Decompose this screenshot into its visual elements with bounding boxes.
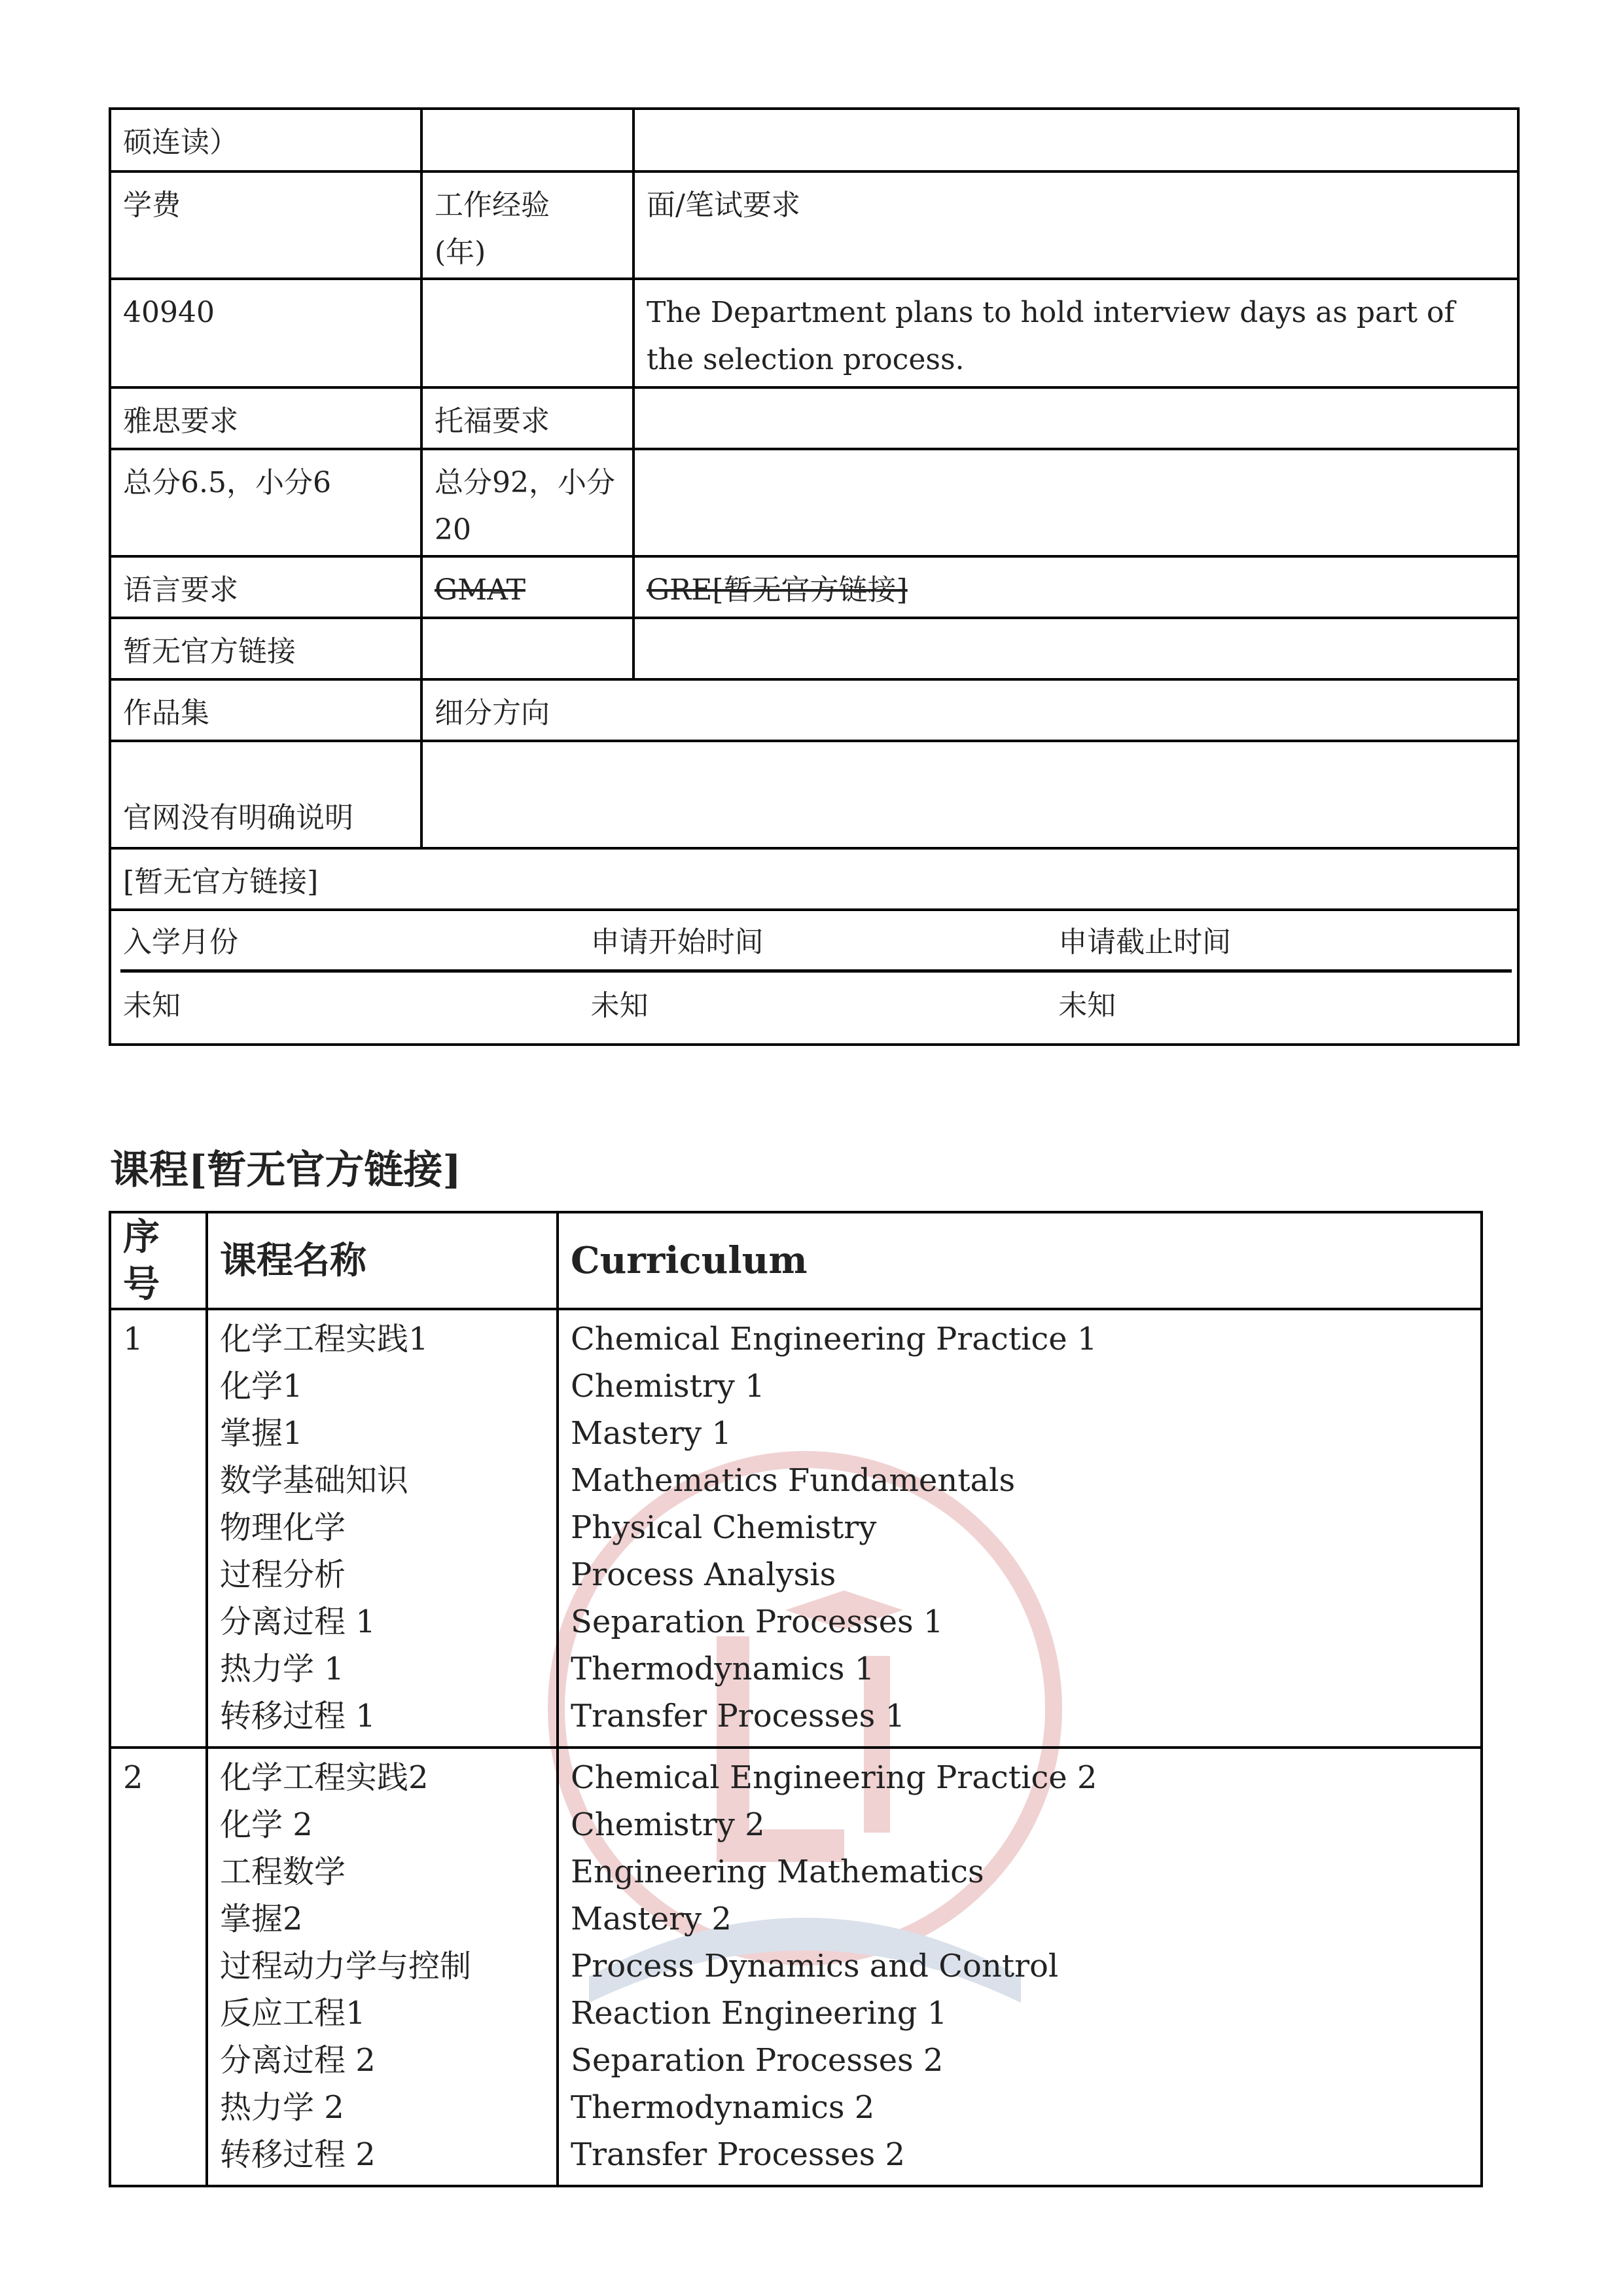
curriculum-item: Mathematics Fundamentals xyxy=(571,1462,1016,1499)
toefl-label: 托福要求 xyxy=(421,387,633,449)
application-open-value: 未知 xyxy=(590,989,649,1022)
curriculum-item: Mastery 2 xyxy=(571,1901,732,1937)
curriculum-item: Chemical Engineering Practice 1 xyxy=(571,1321,1097,1357)
courses-section-title: 课程[暂无官方链接] xyxy=(110,1147,461,1193)
work-experience-value xyxy=(421,279,633,387)
course-name: 过程动力学与控制 xyxy=(220,1948,472,1984)
portfolio-value: 官网没有明确说明 xyxy=(110,741,421,848)
gre-value xyxy=(633,618,1518,679)
specialization-value xyxy=(421,741,1518,848)
application-deadline-value: 未知 xyxy=(1058,989,1116,1022)
course-name: 分离过程 1 xyxy=(220,1604,376,1640)
curriculum-item: Mastery 1 xyxy=(571,1415,732,1452)
course-name: 分离过程 2 xyxy=(220,2042,376,2079)
ielts-value: 总分6.5，小分6 xyxy=(110,449,421,556)
course-names-cell xyxy=(207,1309,558,1748)
course-name: 反应工程1 xyxy=(220,1995,366,2032)
course-name: 过程分析 xyxy=(220,1556,346,1593)
course-name: 物理化学 xyxy=(220,1509,346,1546)
course-group-row xyxy=(110,1309,1482,1748)
curriculum-item: Chemistry 2 xyxy=(571,1806,765,1843)
course-name: 化学 2 xyxy=(220,1806,313,1843)
application-open-label: 申请开始时间 xyxy=(590,925,764,959)
tuition-value: 40940 xyxy=(110,279,421,387)
dates-value-row xyxy=(109,973,1512,1033)
curriculum-cell xyxy=(558,1309,1482,1748)
specialization-label: 细分方向 xyxy=(421,679,1518,741)
curriculum-item: Engineering Mathematics xyxy=(571,1854,984,1890)
course-group-no: 1 xyxy=(110,1309,207,1748)
intake-month-label: 入学月份 xyxy=(123,925,238,959)
curriculum-cell xyxy=(558,1748,1482,2186)
curriculum-item: Transfer Processes 2 xyxy=(571,2136,906,2173)
intake-month-value: 未知 xyxy=(123,989,181,1022)
toefl-value: 总分92，小分20 xyxy=(421,449,633,556)
curriculum-item: Process Dynamics and Control xyxy=(571,1948,1059,1984)
course-name: 转移过程 2 xyxy=(220,2136,376,2173)
curriculum-item: Chemical Engineering Practice 2 xyxy=(571,1759,1097,1796)
course-name: 热力学 1 xyxy=(220,1651,344,1687)
portfolio-label: 作品集 xyxy=(110,679,421,741)
info-r1-c3 xyxy=(633,109,1518,171)
curriculum-item: Transfer Processes 1 xyxy=(571,1698,906,1734)
curriculum-item: Thermodynamics 2 xyxy=(571,2089,875,2126)
language-requirement-value: 暂无官方链接 xyxy=(110,618,421,679)
info-table xyxy=(109,107,1520,1046)
course-group-row xyxy=(110,1748,1482,2186)
ielts-label: 雅思要求 xyxy=(110,387,421,449)
curriculum-item: Reaction Engineering 1 xyxy=(571,1995,948,2032)
course-no-header: 序号 xyxy=(110,1212,207,1309)
course-names-cell xyxy=(207,1748,558,2186)
curriculum-item: Process Analysis xyxy=(571,1556,836,1593)
dates-table xyxy=(109,909,1512,1033)
info-r1-c1: 硕连读） xyxy=(110,109,421,171)
work-experience-label: 工作经验 (年) xyxy=(421,171,633,279)
interview-requirement-value: The Department plans to hold interview days as part of the selection process. xyxy=(633,279,1518,387)
tuition-label: 学费 xyxy=(110,171,421,279)
course-name: 工程数学 xyxy=(220,1854,346,1890)
course-name: 化学工程实践1 xyxy=(220,1321,429,1357)
course-name: 化学工程实践2 xyxy=(220,1759,429,1796)
curriculum-header: Curriculum xyxy=(558,1212,1482,1309)
course-name: 掌握1 xyxy=(220,1415,303,1452)
info-r5-c3 xyxy=(633,449,1518,556)
curriculum-item: Chemistry 1 xyxy=(571,1368,765,1405)
course-name: 掌握2 xyxy=(220,1901,303,1937)
curriculum-item: Separation Processes 2 xyxy=(571,2042,944,2079)
course-name: 化学1 xyxy=(220,1368,303,1405)
info-r1-c2 xyxy=(421,109,633,171)
course-table xyxy=(109,1211,1483,2187)
application-deadline-label: 申请截止时间 xyxy=(1058,925,1232,959)
interview-requirement-label: 面/笔试要求 xyxy=(633,171,1518,279)
curriculum-item: Physical Chemistry xyxy=(571,1509,877,1546)
gmat-label: GMAT xyxy=(421,556,633,618)
course-name: 数学基础知识 xyxy=(220,1462,409,1499)
language-requirement-label: 语言要求 xyxy=(110,556,421,618)
official-link-note: [暂无官方链接] xyxy=(110,848,1518,910)
curriculum-item: Separation Processes 1 xyxy=(571,1604,944,1640)
info-r4-c3 xyxy=(633,387,1518,449)
course-name-header: 课程名称 xyxy=(207,1212,558,1309)
course-name: 热力学 2 xyxy=(220,2089,344,2126)
curriculum-item: Thermodynamics 1 xyxy=(571,1651,875,1687)
gre-label: GRE[暂无官方链接] xyxy=(633,556,1518,618)
course-name: 转移过程 1 xyxy=(220,1698,376,1734)
course-group-no: 2 xyxy=(110,1748,207,2186)
course-table-header xyxy=(110,1212,1482,1309)
gmat-value xyxy=(421,618,633,679)
dates-header-row xyxy=(109,909,1512,969)
